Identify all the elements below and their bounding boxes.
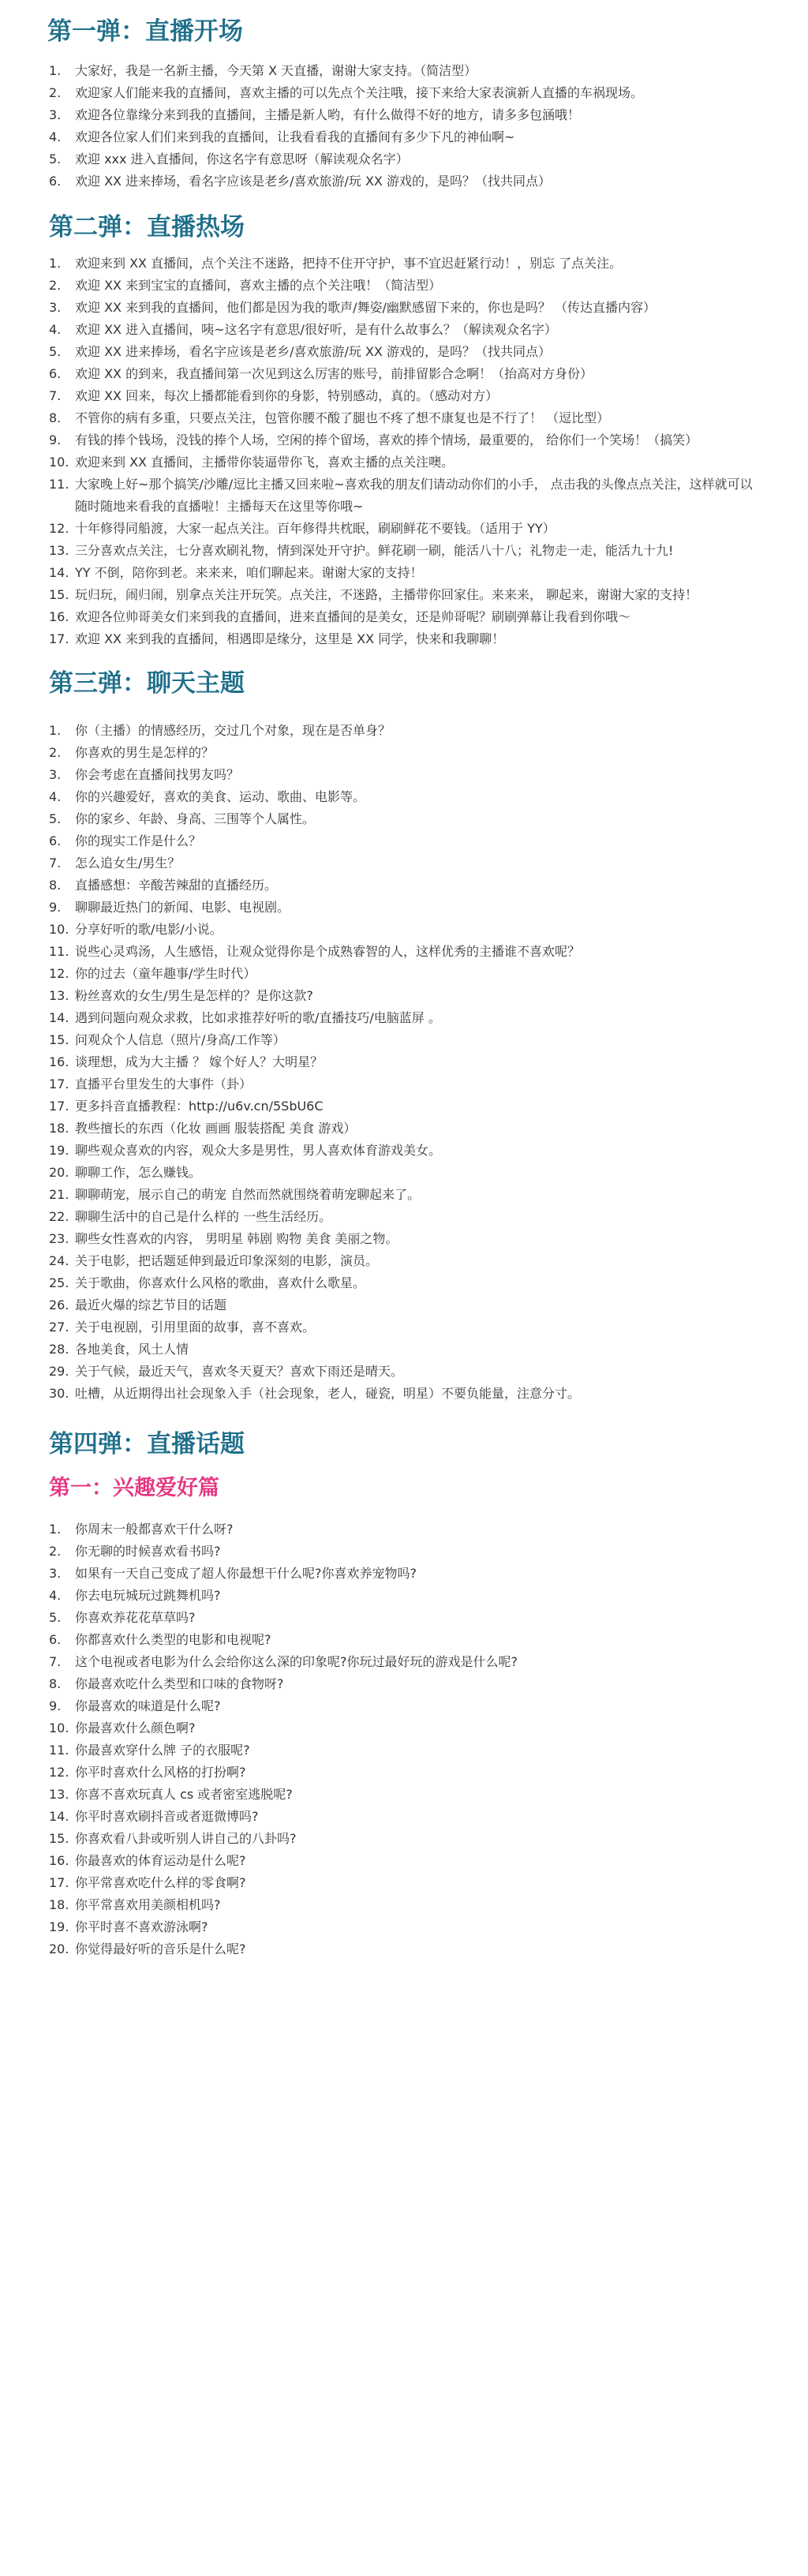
list-item: 9. 聊聊最近热门的新闻、电影、电视剧。 <box>49 900 290 915</box>
list-item: 4. 欢迎各位家人们们来到我的直播间，让我看看我的直播间有多少下凡的神仙啊~ <box>49 129 515 144</box>
list-item: 11. 大家晚上好~那个搞笑/沙雕/逗比主播又回来啦~喜欢我的朋友们请动动你们的小手， 点击我的头像点点关注，这样就可以随时随地来看我的直播啦！主播每天在这里等你哦~ <box>49 477 753 514</box>
list-item: 27. 关于电视剧，引用里面的故事，喜不喜欢。 <box>49 1320 316 1335</box>
list-item: 30. 吐槽，从近期得出社会现象入手（社会现象，老人，碰瓷，明星）不要负能量，注意分寸。 <box>49 1386 581 1401</box>
list-item: 14. 你平时喜欢刷抖音或者逛微博吗? <box>49 1809 259 1824</box>
list-item: 5. 你喜欢养花花草草吗? <box>49 1610 196 1625</box>
list-item: 4. 你的兴趣爱好，喜欢的美食、运动、歌曲、电影等。 <box>49 789 366 804</box>
list-item: 21. 聊聊萌宠，展示自己的萌宠 自然而然就围绕着萌宠聊起来了。 <box>49 1187 421 1202</box>
list-item: 3. 如果有一天自己变成了超人你最想干什么呢?你喜欢养宠物吗? <box>49 1566 417 1581</box>
list-item: 26. 最近火爆的综艺节目的话题 <box>49 1297 227 1312</box>
list-item: 10. 你最喜欢什么颜色啊? <box>49 1720 196 1735</box>
list-item: 7. 欢迎 XX 回来，每次上播都能看到你的身影，特别感动，真的。（感动对方） <box>49 388 499 403</box>
list-item: 23. 聊些女性喜欢的内容， 男明星 韩剧 购物 美食 美丽之物。 <box>49 1231 398 1246</box>
list-item: 3. 你会考虑在直播间找男友吗？ <box>49 767 240 782</box>
list-item: 14. 遇到问题向观众求救，比如求推荐好听的歌/直播技巧/电脑蓝屏 。 <box>49 1010 441 1025</box>
list-item: 20. 你觉得最好听的音乐是什么呢? <box>49 1941 246 1956</box>
list-item: 18. 你平常喜欢用美颜相机吗? <box>49 1897 221 1912</box>
list-item: 16. 你最喜欢的体育运动是什么呢? <box>49 1853 246 1868</box>
list-item: 1. 你（主播）的情感经历，交过几个对象，现在是否单身？ <box>49 723 391 738</box>
list-item: 16. 谈理想，成为大主播 ？ 嫁个好人？大明星？ <box>49 1054 324 1069</box>
list-item: 13. 你喜不喜欢玩真人 cs 或者密室逃脱呢? <box>49 1787 293 1802</box>
list-item: 12. 十年修得同船渡，大家一起点关注。百年修得共枕眠，刷刷鲜花不要钱。（适用于 YY） <box>49 521 556 536</box>
list-item: 19. 你平时喜不喜欢游泳啊? <box>49 1919 208 1934</box>
list-item: 17. 欢迎 XX 来到我的直播间，相遇即是缘分，这里是 XX 同学，快来和我聊聊！ <box>49 631 505 646</box>
list-item: 13. 粉丝喜欢的女生/男生是怎样的？是你这款? <box>49 988 313 1003</box>
list-item: 15. 问观众个人信息（照片/身高/工作等） <box>49 1032 286 1047</box>
list-item: 15. 玩归玩，闹归闹，别拿点关注开玩笑。点关注，不迷路，主播带你回家住。来来来， 聊起来，谢谢大家的支持！ <box>49 587 698 602</box>
list-item: 20. 聊聊工作，怎么赚钱。 <box>49 1165 202 1180</box>
opening-list <box>49 60 764 193</box>
list-item: 22. 聊聊生活中的自己是什么样的 一些生活经历。 <box>49 1209 332 1224</box>
list-item: 9. 你最喜欢的味道是什么呢? <box>49 1698 221 1713</box>
list-item: 11. 说些心灵鸡汤，人生感悟，让观众觉得你是个成熟睿智的人，这样优秀的主播谁不喜欢呢？ <box>49 944 581 959</box>
list-item: 2. 欢迎家人们能来我的直播间，喜欢主播的可以先点个关注哦，接下来给大家表演新人直播的车祸现场。 <box>49 85 644 100</box>
list-item: 25. 关于歌曲，你喜欢什么风格的歌曲，喜欢什么歌星。 <box>49 1275 366 1290</box>
list-item: 6. 你的现实工作是什么？ <box>49 833 202 848</box>
list-item: 3. 欢迎各位靠缘分来到我的直播间，主播是新人哟，有什么做得不好的地方，请多多包涵哦！ <box>49 107 581 122</box>
list-item: 1. 你周末一般都喜欢干什么呀? <box>49 1522 234 1537</box>
list-item: 29. 关于气候，最近天气，喜欢冬天夏天？喜欢下雨还是晴天。 <box>49 1364 404 1379</box>
list-item: 17. 更多抖音直播教程：http://u6v.cn/5SbU6C <box>49 1099 324 1114</box>
section-heading-chat-topics: 第三弹：聊天主题 <box>49 669 245 698</box>
list-item: 12. 你平时喜欢什么风格的打扮啊? <box>49 1765 246 1780</box>
list-item: 6. 欢迎 XX 进来捧场，看名字应该是老乡/喜欢旅游/玩 XX 游戏的，是吗？（找共同点） <box>49 174 551 189</box>
sub-heading-hobbies: 第一：兴趣爱好篇 <box>49 1476 219 1500</box>
list-item: 2. 你喜欢的男生是怎样的？ <box>49 745 215 760</box>
list-item: 14. YY 不倒，陪你到老。来来来，咱们聊起来。谢谢大家的支持！ <box>49 565 423 580</box>
list-item: 5. 欢迎 XX 进来捧场，看名字应该是老乡/喜欢旅游/玩 XX 游戏的，是吗？（找共同点） <box>49 344 551 359</box>
list-item: 1. 欢迎来到 XX 直播间，点个关注不迷路，把持不住开守护，事不宜迟赶紧行动！，别忘 了点关注。 <box>49 256 623 271</box>
list-item: 16. 欢迎各位帅哥美女们来到我的直播间，进来直播间的是美女，还是帅哥呢？刷刷弹幕让我看到你哦～ <box>49 609 631 624</box>
list-item: 8. 不管你的病有多重，只要点关注，包管你腰不酸了腿也不疼了想不康复也是不行了！ （逗比型） <box>49 410 610 425</box>
list-item: 17. 你平常喜欢吃什么样的零食啊? <box>49 1875 246 1890</box>
list-item: 5. 欢迎 xxx 进入直播间，你这名字有意思呀（解读观众名字） <box>49 152 409 167</box>
section-heading-warmup: 第二弹：直播热场 <box>49 213 245 242</box>
list-item: 9. 有钱的捧个钱场，没钱的捧个人场，空闲的捧个留场，喜欢的捧个情场，最重要的， 给你们一个笑场！（搞笑） <box>49 432 698 447</box>
list-item: 4. 欢迎 XX 进入直播间，咦~这名字有意思/很好听，是有什么故事么？（解读观众名字） <box>49 322 557 337</box>
warmup-list <box>49 253 764 650</box>
section-heading-live-topics: 第四弹：直播话题 <box>49 1430 245 1458</box>
list-item: 17. 直播平台里发生的大事件（卦） <box>49 1076 252 1091</box>
hobbies-list <box>49 1518 764 1960</box>
list-item: 3. 欢迎 XX 来到我的直播间，他们都是因为我的歌声/舞姿/幽默感留下来的，你也是吗？ （传达直播内容） <box>49 300 656 315</box>
list-item: 5. 你的家乡、年龄、身高、三围等个人属性。 <box>49 811 316 826</box>
list-item: 11. 你最喜欢穿什么牌 子的衣服呢? <box>49 1743 250 1758</box>
list-item: 8. 直播感想：辛酸苦辣甜的直播经历。 <box>49 878 278 893</box>
section-heading-opening: 第一弹：直播开场 <box>47 17 243 46</box>
list-item: 7. 怎么追女生/男生？ <box>49 856 181 871</box>
list-item: 6. 你都喜欢什么类型的电影和电视呢? <box>49 1632 271 1647</box>
chat-topics-list <box>49 720 764 1405</box>
list-item: 8. 你最喜欢吃什么类型和口味的食物呀? <box>49 1676 284 1691</box>
list-item: 1. 大家好，我是一名新主播，今天第 X 天直播，谢谢大家支持。（简洁型） <box>49 63 477 78</box>
list-item: 4. 你去电玩城玩过跳舞机吗? <box>49 1588 221 1603</box>
list-item: 10. 欢迎来到 XX 直播间，主播带你装逼带你飞，喜欢主播的点关注噢。 <box>49 455 454 470</box>
list-item: 15. 你喜欢看八卦或听别人讲自己的八卦吗? <box>49 1831 297 1846</box>
list-item: 10. 分享好听的歌/电影/小说。 <box>49 922 223 937</box>
list-item: 2. 你无聊的时候喜欢看书吗? <box>49 1544 221 1559</box>
list-item: 28. 各地美食，风土人情 <box>49 1342 189 1357</box>
list-item: 2. 欢迎 XX 来到宝宝的直播间，喜欢主播的点个关注哦！（简洁型） <box>49 278 442 293</box>
list-item: 19. 聊些观众喜欢的内容，观众大多是男性，男人喜欢体育游戏美女。 <box>49 1143 442 1158</box>
list-item: 6. 欢迎 XX 的到来，我直播间第一次见到这么厉害的账号，前排留影合念啊！（抬高对方身份） <box>49 366 593 381</box>
list-item: 7. 这个电视或者电影为什么会给你这么深的印象呢?你玩过最好玩的游戏是什么呢? <box>49 1654 518 1669</box>
list-item: 18. 教些擅长的东西（化妆 画画 服装搭配 美食 游戏） <box>49 1121 357 1136</box>
list-item: 13. 三分喜欢点关注，七分喜欢刷礼物，情到深处开守护。鲜花刷一刷，能活八十八；礼物走一走，能活九十九! <box>49 543 674 558</box>
list-item: 12. 你的过去（童年趣事/学生时代） <box>49 966 256 981</box>
list-item: 24. 关于电影，把话题延伸到最近印象深刻的电影，演员。 <box>49 1253 379 1268</box>
